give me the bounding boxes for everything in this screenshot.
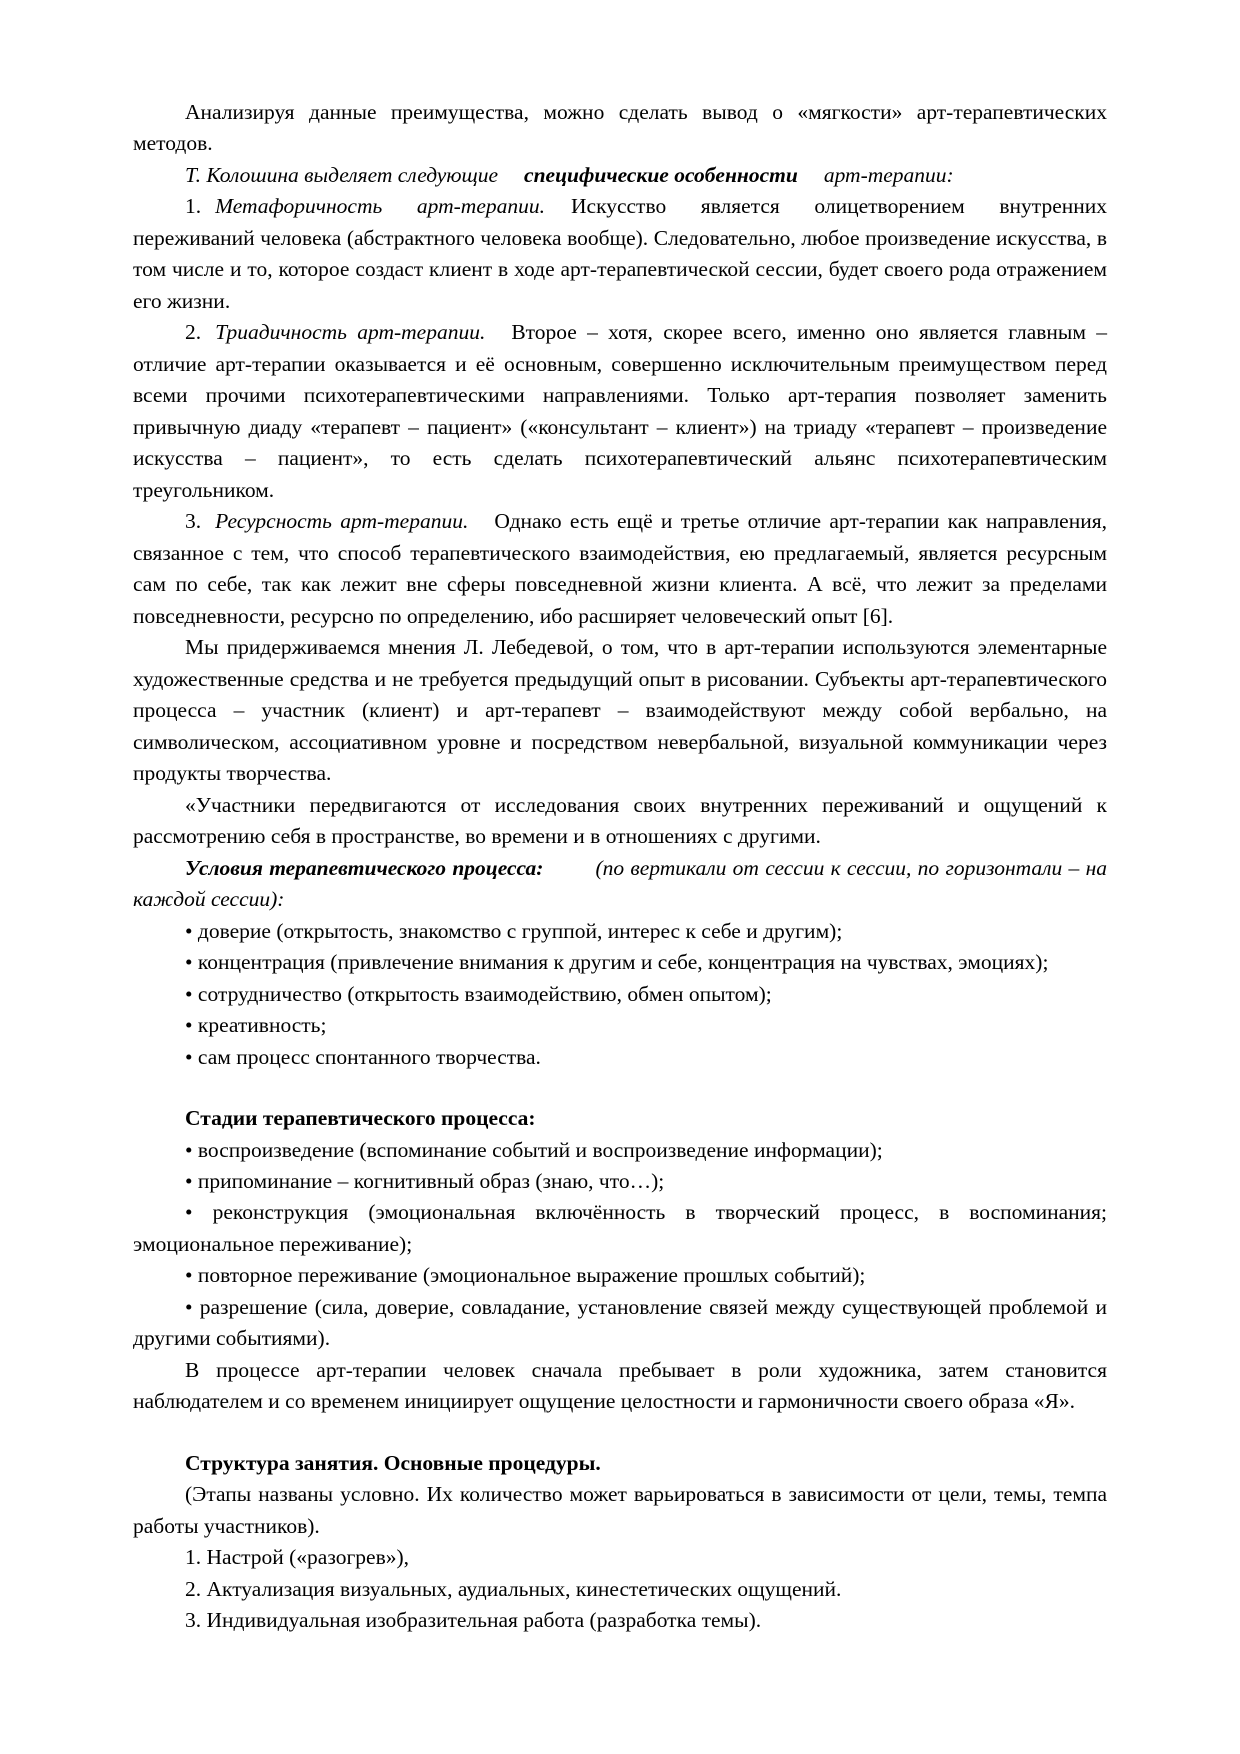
list-item: • повторное переживание (эмоциональное выражение прошлых событий); bbox=[185, 1263, 866, 1288]
paragraph-intro: Анализируя данные преимущества, можно сделать вывод о «мягкости» арт-терапевтических методов. bbox=[133, 100, 1107, 156]
conditions-heading-term: Условия терапевтического процесса: bbox=[185, 855, 544, 880]
feature-1-term: Метафоричность арт-терапии. bbox=[215, 194, 545, 219]
feature-1-number: 1. bbox=[185, 194, 202, 219]
list-item: • сам процесс спонтанного творчества. bbox=[185, 1044, 541, 1069]
document-page bbox=[133, 97, 1107, 1637]
koloshina-lead-italic: Т. Колошина выделяет следующие bbox=[185, 162, 499, 187]
feature-2-term: Триадичность арт-терапии. bbox=[215, 320, 486, 345]
list-item: • концентрация (привлечение внимания к другим и себе, концентрация на чувствах, эмоциях); bbox=[185, 950, 1049, 975]
list-item: • реконструкция (эмоциональная включённость в творческий процесс, в воспоминания; эмоциональное переживание); bbox=[133, 1200, 1107, 1256]
list-item: • разрешение (сила, доверие, совладание, установление связей между существующей проблемой и другими событиями). bbox=[133, 1294, 1107, 1351]
conditions-heading-note: (по вертикали от сессии к сессии, по горизонтали – на каждой сессии): bbox=[133, 855, 1107, 912]
list-item: • воспроизведение (вспоминание событий и воспроизведение информации); bbox=[185, 1137, 883, 1162]
stages-heading: Стадии терапевтического процесса: bbox=[185, 1106, 536, 1131]
paragraph-participants-quote: «Участники передвигаются от исследования своих внутренних переживаний и ощущений к рассмотрению себя в пространстве, во времени и в отношениях с другими. bbox=[133, 792, 1107, 849]
section-spacer bbox=[133, 1073, 1107, 1103]
list-item: • сотрудничество (открытость взаимодействию, обмен опытом); bbox=[185, 981, 772, 1006]
list-item: 2. Актуализация визуальных, аудиальных, кинестетических ощущений. bbox=[185, 1576, 842, 1601]
structure-heading: Структура занятия. Основные процедуры. bbox=[185, 1450, 601, 1475]
structure-note: (Этапы названы условно. Их количество может варьироваться в зависимости от цели, темы, темпа работы участников). bbox=[133, 1482, 1107, 1538]
list-item: • припоминание – когнитивный образ (знаю, что…); bbox=[185, 1168, 665, 1193]
paragraph-koloshina-lead bbox=[133, 160, 1107, 191]
list-item: 3. Индивидуальная изобразительная работа (разработка темы). bbox=[185, 1608, 762, 1633]
paragraph-feature-3 bbox=[133, 506, 1107, 632]
section-spacer bbox=[133, 1418, 1107, 1448]
paragraph-artist-role: В процессе арт-терапии человек сначала пребывает в роли художника, затем становится наблюдателем и со временем инициирует ощущение целостности и гармоничности своего образа «Я». bbox=[133, 1357, 1107, 1414]
paragraph-feature-1 bbox=[133, 191, 1107, 317]
paragraph-conditions-heading bbox=[133, 853, 1107, 916]
list-item: 1. Настрой («разогрев»), bbox=[185, 1545, 410, 1570]
paragraph-lebedeva: Мы придерживаемся мнения Л. Лебедевой, о том, что в арт-терапии используются элементарные художественные средства и не требуется предыдущий опыт в рисовании. Субъекты арт-терапевтического процесса – участник (клиент) и арт-терапевт – взаимодействуют между собой вербально, на символическом, ассоциативном уровне и посредством невербальной, визуальной коммуникации через продукты творчества. bbox=[133, 635, 1107, 786]
feature-2-body: Второе – хотя, скорее всего, именно оно является главным – отличие арт-терапии оказывается и её основным, совершенно исключительным преимуществом перед всеми прочими психотерапевтическими направлениями. Только арт-терапия позволяет заменить привычную диаду «терапевт – пациент» («консультант – клиент») на триаду «терапевт – произведение искусства – пациент», то есть сделать психотерапевтический альянс психотерапевтическим треугольником. bbox=[133, 320, 1107, 502]
feature-3-number: 3. bbox=[185, 509, 202, 534]
paragraph-feature-2 bbox=[133, 317, 1107, 506]
list-item: • доверие (открытость, знакомство с группой, интерес к себе и другим); bbox=[185, 918, 843, 943]
feature-2-number: 2. bbox=[185, 320, 202, 345]
specific-features-term: специфические особенности bbox=[524, 162, 798, 187]
feature-1-body: Искусство является олицетворением внутренних переживаний человека (абстрактного человека вообще). Следовательно, любое произведение искусства, в том числе и то, которое создаст клиент в ходе арт-терапевтической сессии, будет своего рода отражением его жизни. bbox=[133, 194, 1107, 313]
list-item: • креативность; bbox=[185, 1013, 327, 1038]
koloshina-lead-tail: арт-терапии: bbox=[823, 162, 954, 187]
feature-3-term: Ресурсность арт-терапии. bbox=[215, 509, 469, 534]
feature-3-body: Однако есть ещё и третье отличие арт-терапии как направления, связанное с тем, что способ терапевтического взаимодействия, ею предлагаемый, является ресурсным сам по себе, так как лежит вне сферы повседневной жизни клиента. А всё, что лежит за пределами повседневности, ресурсно по определению, ибо расширяет человеческий опыт [6]. bbox=[133, 509, 1107, 628]
